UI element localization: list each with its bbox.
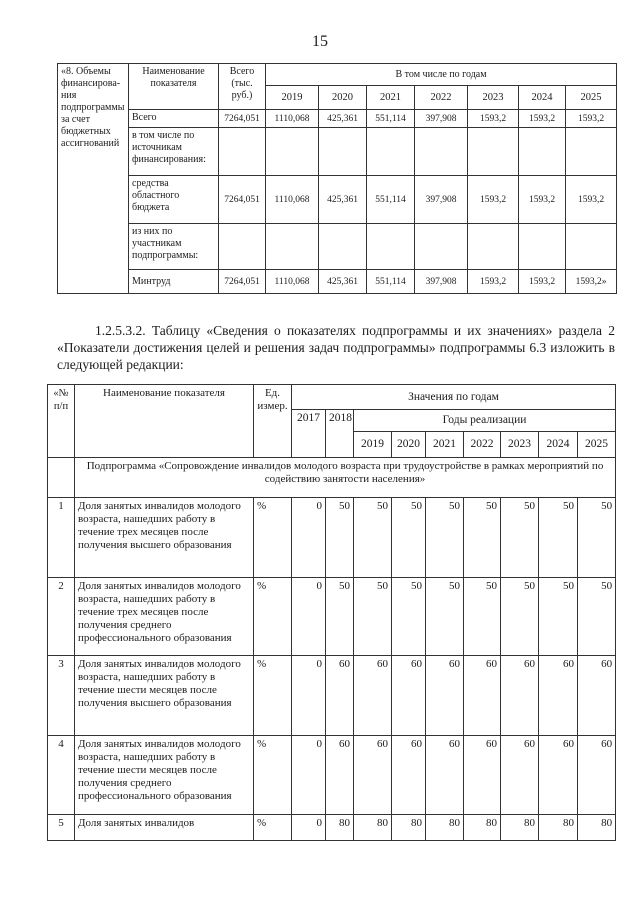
- table-row: [58, 128, 617, 176]
- table-row: [48, 736, 616, 815]
- year-header: 2017: [292, 410, 326, 458]
- row-name: Доля занятых инвалидов: [75, 815, 254, 841]
- table-row: [48, 578, 616, 656]
- section-title: Подпрограмма «Сопровождение инвалидов молодого возраста при трудоустройстве в рамках мероприятий по содействию занятости населения»: [75, 458, 616, 498]
- row-value: 1593,2: [566, 176, 617, 224]
- row-value: 0: [292, 498, 326, 578]
- row-name: Всего: [129, 110, 219, 128]
- row-value: 1593,2»: [566, 270, 617, 294]
- year-header: 2020: [392, 432, 426, 458]
- row-num: 5: [48, 815, 75, 841]
- row-value: 60: [326, 736, 354, 815]
- row-value: 60: [501, 736, 539, 815]
- row-value: 50: [578, 498, 616, 578]
- row-value: 60: [354, 656, 392, 736]
- table-row: [58, 110, 617, 128]
- year-header: 2022: [464, 432, 501, 458]
- row-unit: %: [254, 498, 292, 578]
- year-header: 2023: [468, 86, 519, 110]
- row-value: 60: [392, 656, 426, 736]
- row-value: 50: [426, 578, 464, 656]
- header-name: Наименование показателя: [129, 64, 219, 110]
- year-header: 2022: [415, 86, 468, 110]
- row-value: 551,114: [367, 176, 415, 224]
- row-value: 1110,068: [266, 270, 319, 294]
- table-row: [48, 498, 616, 578]
- row-value: 551,114: [367, 110, 415, 128]
- row-value: 425,361: [319, 110, 367, 128]
- row-value: 80: [354, 815, 392, 841]
- row-value: 1593,2: [519, 270, 566, 294]
- year-header: 2018: [326, 410, 354, 458]
- row-num: 2: [48, 578, 75, 656]
- row-value: 0: [292, 656, 326, 736]
- row-value: 50: [539, 498, 578, 578]
- row-value: 50: [326, 498, 354, 578]
- year-header: 2021: [426, 432, 464, 458]
- row-value: 60: [578, 736, 616, 815]
- row-value: 80: [426, 815, 464, 841]
- year-header: 2024: [539, 432, 578, 458]
- row-value: 60: [392, 736, 426, 815]
- row-value: 50: [392, 578, 426, 656]
- instruction-paragraph: [57, 322, 615, 373]
- row-value: 80: [578, 815, 616, 841]
- row-value: 50: [501, 498, 539, 578]
- row-value: 80: [392, 815, 426, 841]
- row-num: 3: [48, 656, 75, 736]
- row-value: 80: [464, 815, 501, 841]
- row-num: 4: [48, 736, 75, 815]
- header-unit: Ед. измер.: [254, 385, 292, 458]
- year-header: 2024: [519, 86, 566, 110]
- row-name: в том числе по источникам финансирования:: [129, 128, 219, 176]
- row-value: 397,908: [415, 176, 468, 224]
- row-value: 50: [426, 498, 464, 578]
- row-name: из них по участникам подпрограммы:: [129, 224, 219, 270]
- row-unit: %: [254, 578, 292, 656]
- year-header: 2021: [367, 86, 415, 110]
- row-value: 60: [426, 656, 464, 736]
- row-value: 0: [292, 815, 326, 841]
- row-value: 425,361: [319, 176, 367, 224]
- header-impl: Годы реализации: [354, 410, 616, 432]
- row-value: 60: [426, 736, 464, 815]
- year-header: 2019: [266, 86, 319, 110]
- header-values: Значения по годам: [292, 385, 616, 410]
- header-by-years: В том числе по годам: [266, 64, 617, 86]
- row-unit: %: [254, 736, 292, 815]
- row-value: 60: [354, 736, 392, 815]
- row-value: 1593,2: [566, 110, 617, 128]
- table-row: [58, 224, 617, 270]
- year-header: 2019: [354, 432, 392, 458]
- row-value: 0: [292, 736, 326, 815]
- row-value: 397,908: [415, 270, 468, 294]
- row-value: 50: [354, 578, 392, 656]
- row-value: 60: [578, 656, 616, 736]
- row-name: Минтруд: [129, 270, 219, 294]
- row-value: 80: [501, 815, 539, 841]
- row-total: 7264,051: [219, 270, 266, 294]
- row-value: 50: [501, 578, 539, 656]
- row-value: 425,361: [319, 270, 367, 294]
- year-header: 2023: [501, 432, 539, 458]
- row-value: 1593,2: [519, 110, 566, 128]
- table-row: [48, 656, 616, 736]
- row-value: 551,114: [367, 270, 415, 294]
- header-name: Наименование показателя: [75, 385, 254, 458]
- row-value: 50: [392, 498, 426, 578]
- row-value: 1593,2: [468, 176, 519, 224]
- row-value: 50: [354, 498, 392, 578]
- row-value: 60: [464, 656, 501, 736]
- row-value: 60: [326, 656, 354, 736]
- row-value: 80: [326, 815, 354, 841]
- table-row: [48, 815, 616, 841]
- row-value: 0: [292, 578, 326, 656]
- row-value: 50: [539, 578, 578, 656]
- row-num: 1: [48, 498, 75, 578]
- row-value: 1110,068: [266, 110, 319, 128]
- row-unit: %: [254, 656, 292, 736]
- year-header: 2025: [566, 86, 617, 110]
- row-name: средства областного бюджета: [129, 176, 219, 224]
- page-number: 15: [312, 33, 328, 50]
- row-unit: %: [254, 815, 292, 841]
- row-name: Доля занятых инвалидов молодого возраста, нашедших работу в течение шести месяцев после получения высшего образования: [75, 656, 254, 736]
- header-total: Всего (тыс. руб.): [219, 64, 266, 110]
- header-num: «№ п/п: [48, 385, 75, 458]
- row-total: 7264,051: [219, 110, 266, 128]
- row-value: 50: [578, 578, 616, 656]
- year-header: 2020: [319, 86, 367, 110]
- indicators-table: [47, 384, 616, 841]
- row-name: Доля занятых инвалидов молодого возраста, нашедших работу в течение шести месяцев после получения среднего профессионального образования: [75, 736, 254, 815]
- paragraph-text: 1.2.5.3.2. Таблицу «Сведения о показателях подпрограммы и их значениях» раздела 2 «Показатели достижения целей и решения задач подпрограммы» подпрограммы 6.3 изложить в следующей редакции:: [57, 323, 615, 372]
- row-value: 60: [464, 736, 501, 815]
- row-value: 50: [464, 498, 501, 578]
- row-value: 80: [539, 815, 578, 841]
- row-total: 7264,051: [219, 176, 266, 224]
- row-name: Доля занятых инвалидов молодого возраста, нашедших работу в течение трех месяцев после получения среднего профессионального образования: [75, 578, 254, 656]
- table-row: [58, 176, 617, 224]
- row-value: 50: [326, 578, 354, 656]
- row-value: 1593,2: [468, 270, 519, 294]
- row-name: Доля занятых инвалидов молодого возраста, нашедших работу в течение трех месяцев после получения высшего образования: [75, 498, 254, 578]
- row-value: 397,908: [415, 110, 468, 128]
- row-value: 60: [539, 736, 578, 815]
- financing-table: [57, 63, 617, 294]
- row-value: 60: [501, 656, 539, 736]
- table-row: [58, 270, 617, 294]
- financing-row-label: «8. Объемы финансирова-ния подпрограммы за счет бюджетных ассигнований: [58, 64, 129, 294]
- row-value: 1593,2: [468, 110, 519, 128]
- row-value: 50: [464, 578, 501, 656]
- row-value: 60: [539, 656, 578, 736]
- row-value: 1593,2: [519, 176, 566, 224]
- row-value: 1110,068: [266, 176, 319, 224]
- year-header: 2025: [578, 432, 616, 458]
